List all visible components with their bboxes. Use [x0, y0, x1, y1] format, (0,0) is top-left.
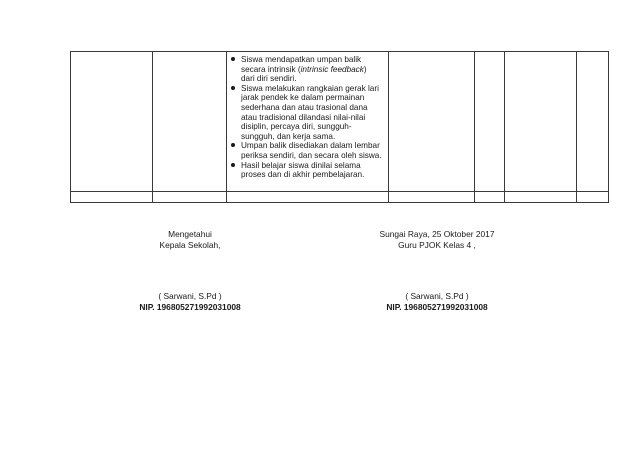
- activity-cell: [227, 52, 389, 192]
- teacher-nip: NIP. 196805271992031008: [386, 302, 488, 312]
- teacher-signature-block: [337, 229, 537, 313]
- table-cell: [577, 52, 609, 192]
- list-item: [229, 84, 382, 142]
- bullet-text-2: Siswa melakukan rangkaian gerak lari jarak pendek ke dalam permainan sederhana dan atau trasional dana atau tradisional dilandasi nilai-nilai disiplin, percaya diri, sungguh-sungguh, dan kerja sama.: [241, 83, 379, 141]
- bullet-text-3: Umpan balik disediakan dalam lembar periksa sendiri, dan secara oleh siswa.: [241, 141, 382, 160]
- table-cell: [505, 52, 577, 192]
- bullet-icon: [231, 143, 235, 147]
- table-cell: [389, 52, 475, 192]
- acknowledged-label: Mengetahui: [168, 229, 212, 239]
- teacher-title: Guru PJOK Kelas 4 ,: [398, 240, 476, 250]
- bullet-icon: [231, 57, 235, 61]
- table-cell: [389, 192, 475, 203]
- principal-signature-block: [90, 229, 290, 313]
- principal-title: Kepala Sekolah,: [159, 240, 221, 250]
- bullet-icon: [231, 86, 235, 90]
- table-cell: [71, 52, 153, 192]
- list-item: [229, 161, 382, 180]
- table-cell: [475, 52, 505, 192]
- bullet-icon: [231, 163, 235, 167]
- bullet-text-1-italic: intrinsic feedback: [300, 64, 364, 74]
- place-date: Sungai Raya, 25 Oktober 2017: [379, 229, 495, 239]
- table-cell: [505, 192, 577, 203]
- table-cell: [227, 192, 389, 203]
- teacher-name: ( Sarwani, S.Pd ): [405, 291, 469, 301]
- list-item: [229, 141, 382, 160]
- bullet-text-1-post: ) dari diri sendiri.: [241, 64, 367, 84]
- bullet-text-4: Hasil belajar siswa dinilai selama proses dan di akhir pembelajaran.: [241, 160, 365, 180]
- bullet-text-1-pre: Siswa mendapatkan umpan balik secara intrinsik (: [241, 55, 362, 74]
- table-cell: [153, 192, 227, 203]
- table-cell: [475, 192, 505, 203]
- principal-nip: NIP. 196805271992031008: [139, 302, 241, 312]
- table-cell: [577, 192, 609, 203]
- activity-bullet-list: [227, 55, 388, 180]
- principal-name: ( Sarwani, S.Pd ): [158, 291, 222, 301]
- table-cell: [71, 192, 153, 203]
- list-item: [229, 55, 382, 84]
- table-row: [71, 192, 609, 203]
- table-row: [71, 52, 609, 192]
- lesson-activity-table: [70, 51, 609, 203]
- table-cell: [153, 52, 227, 192]
